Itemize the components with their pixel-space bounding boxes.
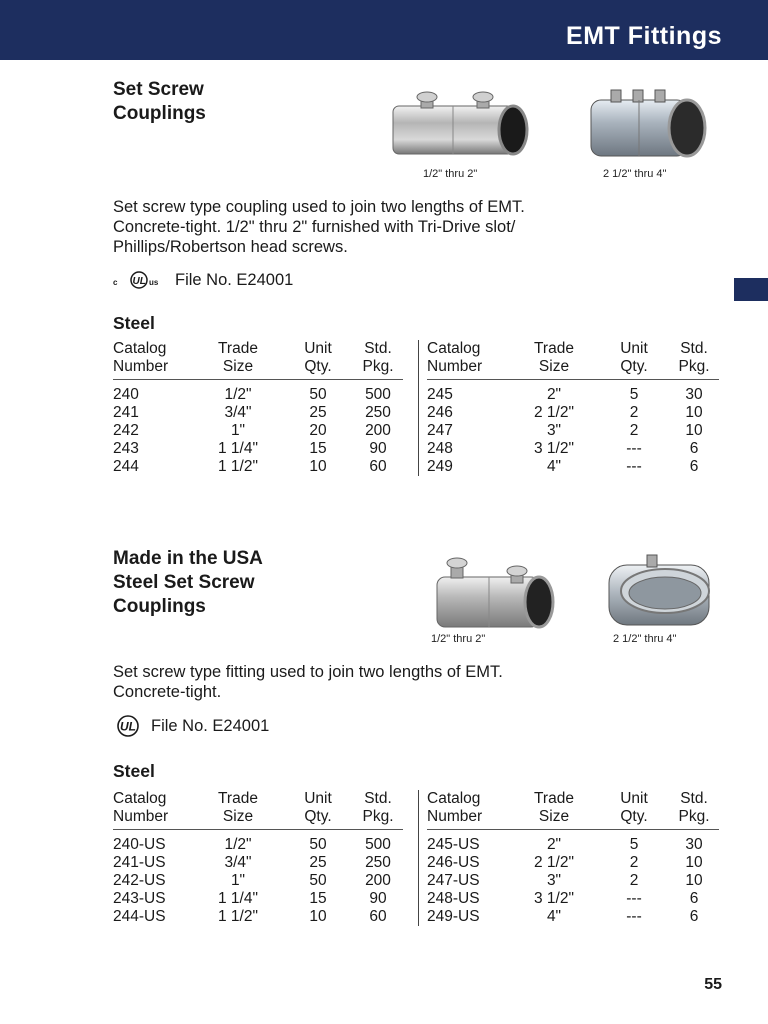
- section-title: [113, 547, 263, 619]
- table-row: [427, 854, 719, 872]
- catalog-number: 245-US: [427, 836, 480, 853]
- column-header: Trade: [218, 340, 258, 357]
- std-pkg: 10: [685, 422, 703, 439]
- table-header-row: [427, 340, 719, 358]
- column-header: Size: [509, 808, 599, 830]
- ul-listing: [113, 269, 293, 291]
- column-header: Trade: [534, 340, 574, 357]
- catalog-number: 243: [113, 440, 139, 457]
- product-section-set-screw-couplings: [113, 78, 733, 478]
- table-header-row: [113, 790, 403, 808]
- unit-qty: 50: [309, 386, 327, 403]
- std-pkg: 90: [369, 440, 387, 457]
- table-row: [113, 890, 403, 908]
- coupling-illustration: [385, 86, 535, 166]
- catalog-number: 248-US: [427, 890, 480, 907]
- unit-qty: 20: [309, 422, 327, 439]
- unit-qty: ---: [626, 908, 642, 925]
- trade-size: 3 1/2": [534, 890, 574, 907]
- catalog-number: 249: [427, 458, 453, 475]
- catalog-number: 240-US: [113, 836, 166, 853]
- table-divider: [418, 340, 419, 476]
- column-header: Unit: [620, 790, 648, 807]
- trade-size: 4": [546, 458, 562, 475]
- column-header: Std.: [680, 340, 708, 357]
- trade-size: 1/2": [224, 386, 252, 403]
- product-image-large: [581, 84, 711, 166]
- catalog-number: 242-US: [113, 872, 166, 889]
- std-pkg: 6: [689, 440, 699, 457]
- spec-table-right: [427, 340, 719, 476]
- ul-listing: [113, 715, 269, 737]
- table-row: [113, 854, 403, 872]
- table-row: [427, 380, 719, 405]
- spec-table-right: [427, 790, 719, 926]
- column-header: Pkg.: [353, 808, 403, 830]
- catalog-number: 246: [427, 404, 453, 421]
- table-header-row: [427, 808, 719, 830]
- section-title: [113, 78, 206, 126]
- header-bar: [0, 0, 768, 60]
- image-caption: 1/2" thru 2": [431, 633, 486, 645]
- spec-table-left: [113, 790, 403, 926]
- section-tab-marker: [734, 278, 768, 301]
- table-row: [113, 422, 403, 440]
- svg-text:UL: UL: [132, 276, 146, 287]
- table-row: [427, 830, 719, 855]
- cul-us-logo-icon: [113, 271, 171, 289]
- trade-size: 2 1/2": [534, 404, 574, 421]
- std-pkg: 6: [689, 908, 699, 925]
- trade-size: 1 1/4": [218, 440, 258, 457]
- table-header-row: [113, 808, 403, 830]
- unit-qty: 25: [309, 404, 327, 421]
- catalog-number: 247-US: [427, 872, 480, 889]
- table-row: [113, 872, 403, 890]
- description-line: Phillips/Robertson head screws.: [113, 238, 348, 256]
- std-pkg: 250: [365, 404, 391, 421]
- std-pkg: 200: [365, 872, 391, 889]
- trade-size: 1 1/2": [218, 908, 258, 925]
- unit-qty: ---: [626, 890, 642, 907]
- unit-qty: 5: [629, 836, 639, 853]
- catalog-number: 247: [427, 422, 453, 439]
- column-header: Size: [193, 808, 283, 830]
- std-pkg: 200: [365, 422, 391, 439]
- catalog-number: 244: [113, 458, 139, 475]
- unit-qty: 10: [309, 458, 327, 475]
- file-number: File No. E24001: [151, 716, 270, 735]
- unit-qty: 2: [629, 422, 639, 439]
- unit-qty: 2: [629, 854, 639, 871]
- section-title-line: Set Screw: [113, 79, 204, 100]
- std-pkg: 30: [685, 386, 703, 403]
- catalog-number: 243-US: [113, 890, 166, 907]
- column-header: Number: [427, 808, 509, 830]
- table-header-row: [427, 790, 719, 808]
- svg-text:UL: UL: [120, 719, 136, 734]
- column-header: Number: [427, 358, 509, 380]
- unit-qty: 50: [309, 872, 327, 889]
- std-pkg: 500: [365, 386, 391, 403]
- table-row: [427, 404, 719, 422]
- std-pkg: 250: [365, 854, 391, 871]
- catalog-number: 244-US: [113, 908, 166, 925]
- trade-size: 3/4": [224, 854, 252, 871]
- material-label: Steel: [113, 313, 155, 333]
- column-header: Pkg.: [669, 808, 719, 830]
- std-pkg: 30: [685, 836, 703, 853]
- table-header-row: [113, 358, 403, 380]
- description-line: Concrete-tight. 1/2" thru 2" furnished with Tri-Drive slot/: [113, 218, 516, 236]
- column-header: Number: [113, 358, 193, 380]
- trade-size: 1/2": [224, 836, 252, 853]
- catalog-number: 241: [113, 404, 139, 421]
- catalog-number: 246-US: [427, 854, 480, 871]
- column-header: Std.: [364, 790, 392, 807]
- product-description: [113, 662, 673, 702]
- std-pkg: 10: [685, 872, 703, 889]
- column-header: Std.: [364, 340, 392, 357]
- table-header-row: [113, 340, 403, 358]
- unit-qty: 2: [629, 872, 639, 889]
- page-header-title: EMT Fittings: [566, 22, 722, 50]
- column-header: Trade: [218, 790, 258, 807]
- table-divider: [418, 790, 419, 926]
- trade-size: 3 1/2": [534, 440, 574, 457]
- std-pkg: 500: [365, 836, 391, 853]
- unit-qty: 2: [629, 404, 639, 421]
- description-line: Set screw type coupling used to join two lengths of EMT.: [113, 198, 525, 216]
- coupling-illustration: [581, 84, 711, 166]
- column-header: Catalog: [113, 340, 167, 357]
- product-section-made-in-usa-couplings: [113, 547, 733, 937]
- std-pkg: 10: [685, 854, 703, 871]
- product-description: [113, 197, 673, 257]
- column-header: Number: [113, 808, 193, 830]
- column-header: Pkg.: [669, 358, 719, 380]
- unit-qty: ---: [626, 458, 642, 475]
- product-image-large: [603, 551, 719, 633]
- trade-size: 2": [546, 836, 562, 853]
- file-number: File No. E24001: [175, 270, 294, 289]
- table-row: [427, 872, 719, 890]
- std-pkg: 60: [369, 458, 387, 475]
- trade-size: 1 1/2": [218, 458, 258, 475]
- column-header: Catalog: [427, 790, 481, 807]
- std-pkg: 6: [689, 458, 699, 475]
- column-header: Size: [509, 358, 599, 380]
- table-row: [427, 890, 719, 908]
- image-caption: 1/2" thru 2": [423, 168, 478, 180]
- catalog-number: 240: [113, 386, 139, 403]
- column-header: Unit: [304, 790, 332, 807]
- unit-qty: ---: [626, 440, 642, 457]
- image-caption: 2 1/2" thru 4": [613, 633, 677, 645]
- column-header: Qty.: [599, 808, 669, 830]
- column-header: Size: [193, 358, 283, 380]
- column-header: Unit: [304, 340, 332, 357]
- description-line: Set screw type fitting used to join two lengths of EMT.: [113, 663, 503, 681]
- table-row: [113, 458, 403, 476]
- column-header: Qty.: [599, 358, 669, 380]
- trade-size: 4": [546, 908, 562, 925]
- trade-size: 3/4": [224, 404, 252, 421]
- unit-qty: 15: [309, 890, 327, 907]
- table-row: [427, 908, 719, 926]
- table-row: [113, 380, 403, 405]
- coupling-illustration: [603, 551, 719, 633]
- trade-size: 3": [546, 422, 562, 439]
- image-caption: 2 1/2" thru 4": [603, 168, 667, 180]
- section-title-line: Couplings: [113, 103, 206, 124]
- std-pkg: 90: [369, 890, 387, 907]
- catalog-number: 241-US: [113, 854, 166, 871]
- unit-qty: 25: [309, 854, 327, 871]
- material-label: Steel: [113, 761, 155, 781]
- section-title-line: Steel Set Screw: [113, 572, 255, 593]
- column-header: Std.: [680, 790, 708, 807]
- catalog-number: 248: [427, 440, 453, 457]
- trade-size: 1": [230, 422, 246, 439]
- table-row: [113, 830, 403, 855]
- trade-size: 1": [230, 872, 246, 889]
- trade-size: 3": [546, 872, 562, 889]
- section-title-line: Couplings: [113, 596, 206, 617]
- unit-qty: 5: [629, 386, 639, 403]
- catalog-number: 245: [427, 386, 453, 403]
- table-row: [427, 440, 719, 458]
- page-number: 55: [704, 976, 722, 993]
- column-header: Unit: [620, 340, 648, 357]
- ul-logo-icon: [113, 715, 147, 737]
- column-header: Catalog: [113, 790, 167, 807]
- trade-size: 1 1/4": [218, 890, 258, 907]
- trade-size: 2 1/2": [534, 854, 574, 871]
- table-row: [113, 440, 403, 458]
- coupling-illustration: [431, 551, 561, 633]
- std-pkg: 6: [689, 890, 699, 907]
- description-line: Concrete-tight.: [113, 683, 222, 701]
- section-title-line: Made in the USA: [113, 548, 263, 569]
- column-header: Catalog: [427, 340, 481, 357]
- column-header: Qty.: [283, 808, 353, 830]
- column-header: Trade: [534, 790, 574, 807]
- column-header: Qty.: [283, 358, 353, 380]
- table-row: [113, 404, 403, 422]
- trade-size: 2": [546, 386, 562, 403]
- svg-text:c: c: [113, 278, 118, 287]
- std-pkg: 60: [369, 908, 387, 925]
- unit-qty: 50: [309, 836, 327, 853]
- std-pkg: 10: [685, 404, 703, 421]
- product-image-small: [385, 86, 535, 166]
- catalog-number: 249-US: [427, 908, 480, 925]
- spec-table-left: [113, 340, 403, 476]
- catalog-number: 242: [113, 422, 139, 439]
- unit-qty: 10: [309, 908, 327, 925]
- table-row: [113, 908, 403, 926]
- table-row: [427, 422, 719, 440]
- unit-qty: 15: [309, 440, 327, 457]
- table-row: [427, 458, 719, 476]
- column-header: Pkg.: [353, 358, 403, 380]
- product-image-small: [431, 551, 561, 633]
- table-header-row: [427, 358, 719, 380]
- svg-text:us: us: [149, 278, 159, 287]
